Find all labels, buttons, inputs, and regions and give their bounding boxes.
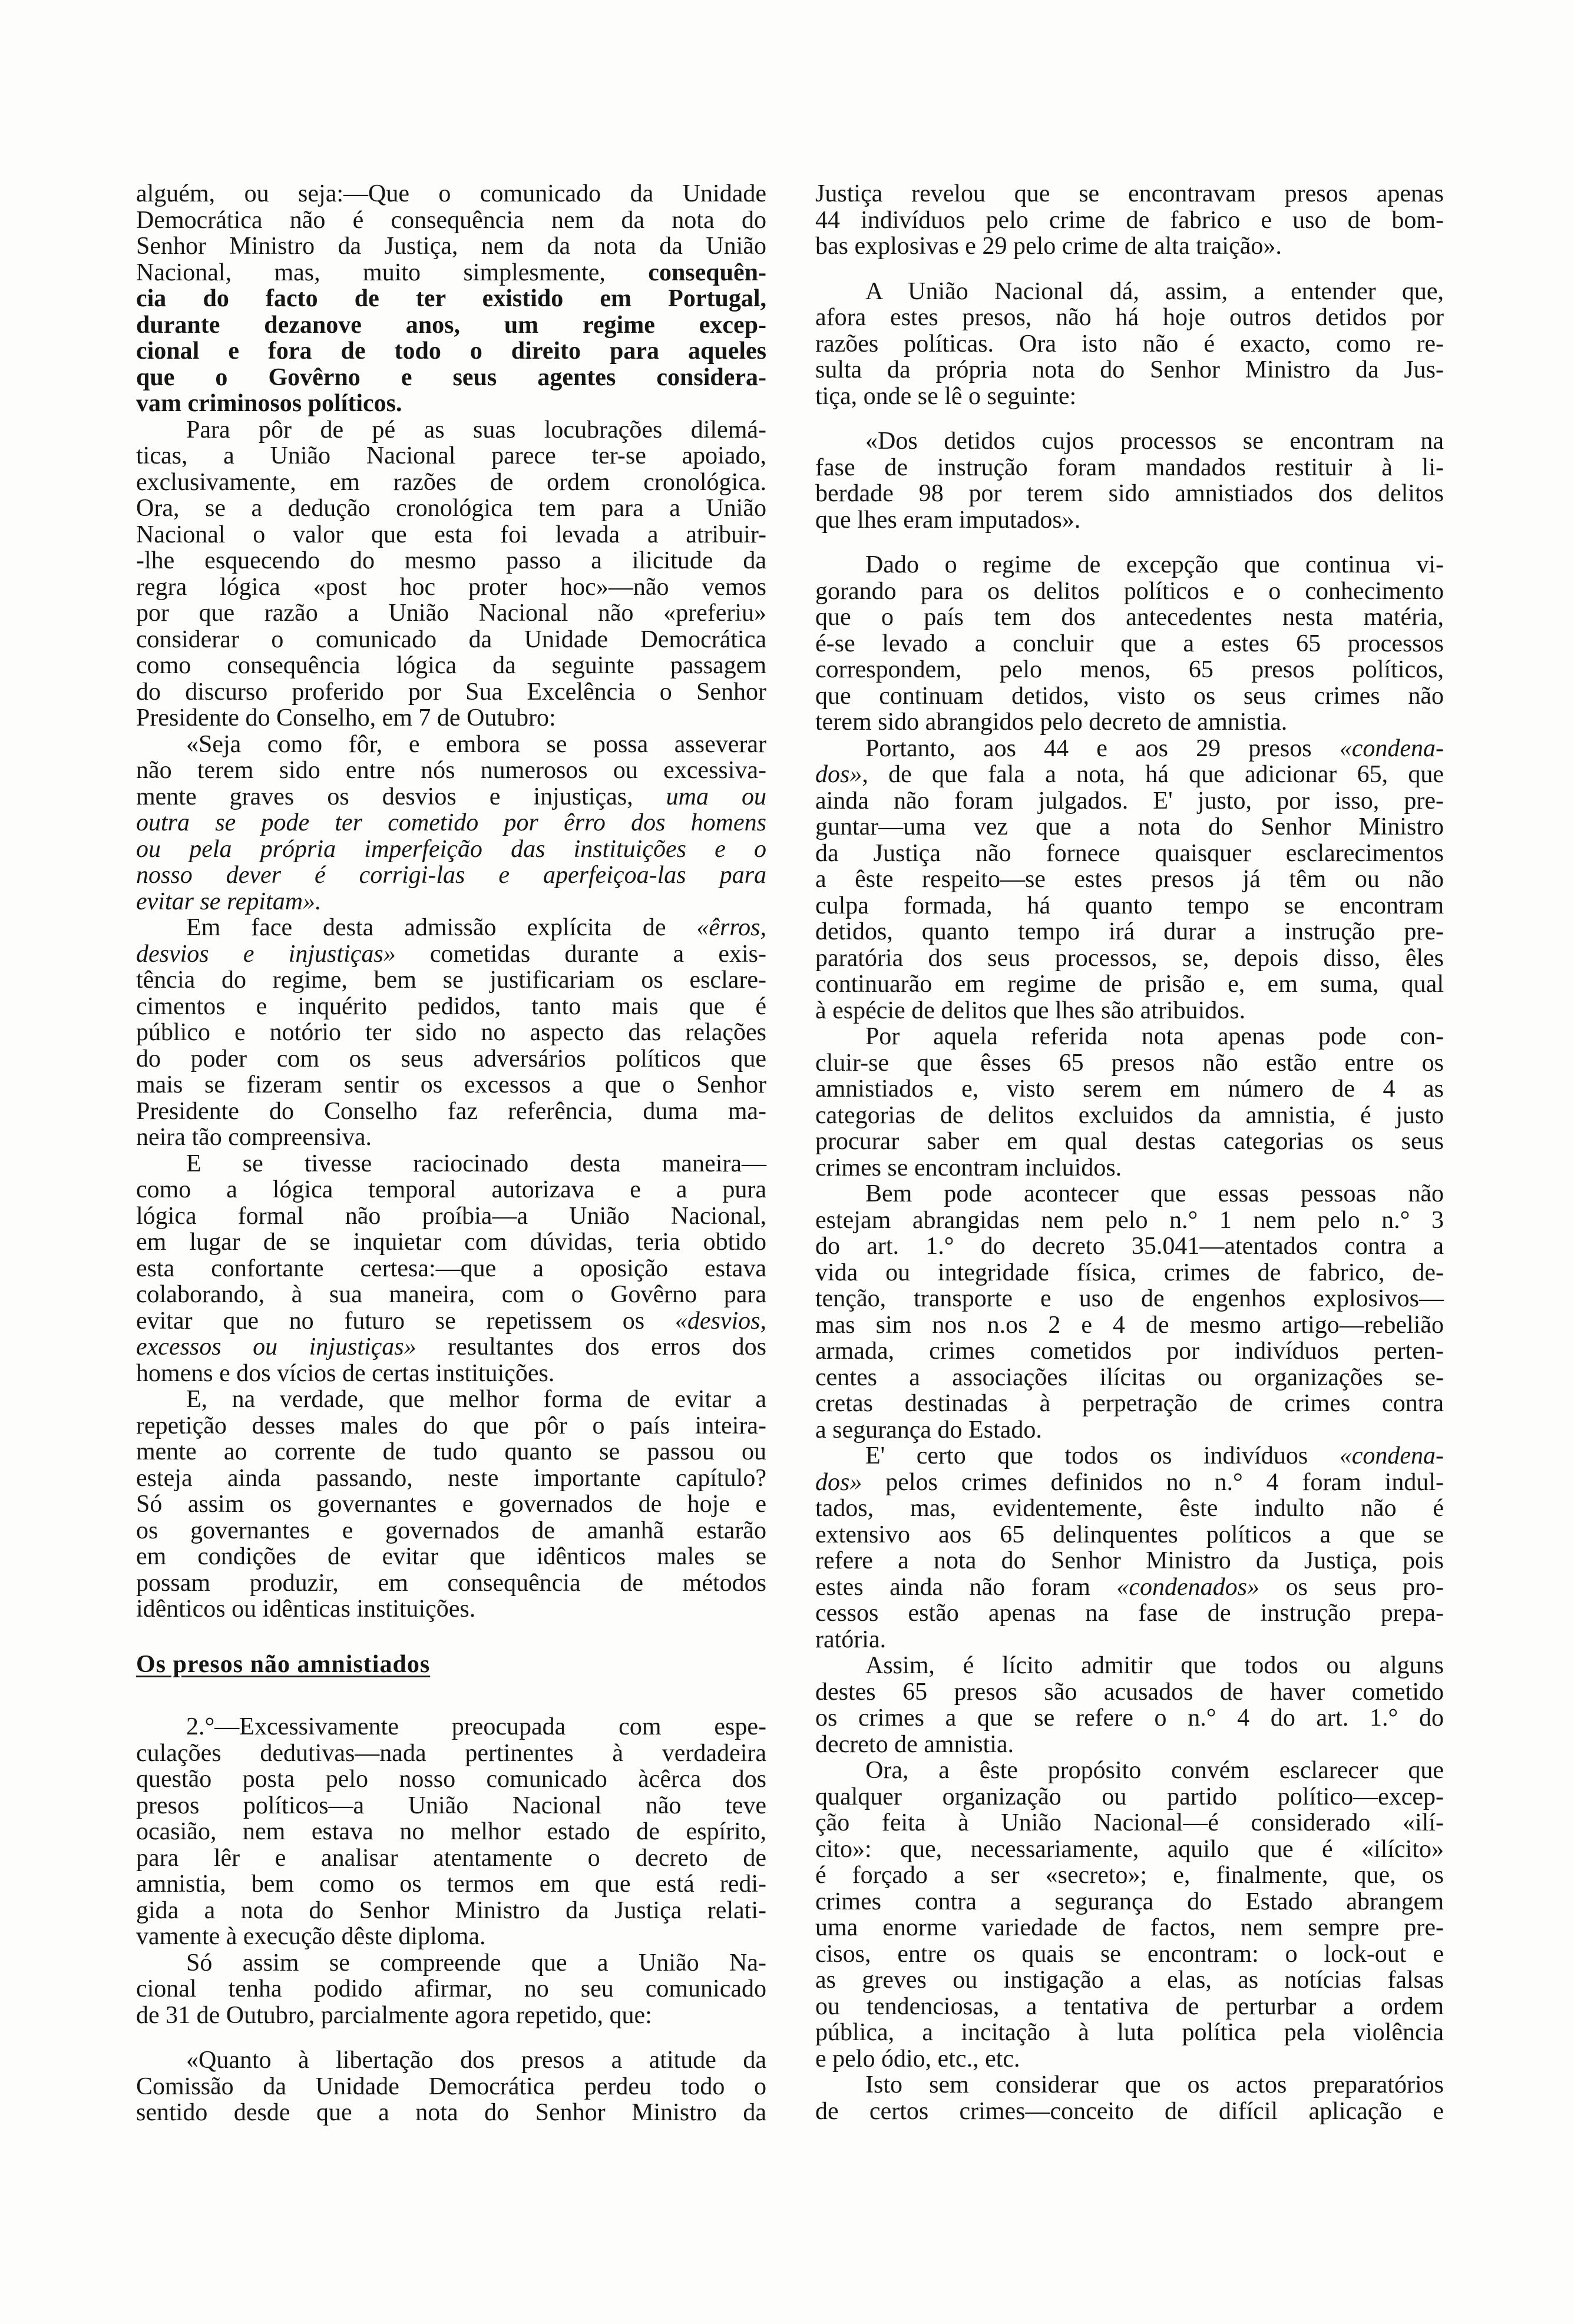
paragraph: [815, 2072, 1444, 2124]
text-line: por que razão a União Nacional não «preferiu»: [136, 600, 766, 627]
block-quote: [136, 2047, 766, 2126]
text-line: [815, 1443, 1444, 1469]
bold-text: cional e fora de todo o direito para aqueles: [136, 337, 766, 365]
paragraph: [815, 1653, 1444, 1757]
paragraph: [136, 1950, 766, 2029]
text-line: Presidente do Conselho, em 7 de Outubro:: [136, 704, 556, 731]
text-line: da Justiça não fornece quaisquer esclarecimentos: [815, 839, 1444, 867]
text-line: cessos estão apenas na fase de instrução prepa-: [815, 1600, 1444, 1627]
text-line: repetição desses males do que pôr o país inteira-: [136, 1412, 766, 1439]
text-line: amnistiados e, visto serem em número de 4 as: [815, 1075, 1444, 1103]
text-line: a segurança do Estado.: [815, 1416, 1042, 1444]
paragraph: [136, 915, 766, 1151]
text-line: [136, 941, 766, 968]
text-line: bas explosivas e 29 pelo crime de alta traição».: [815, 233, 1282, 260]
text-line: «Seja como fôr, e embora se possa asseverar: [186, 730, 766, 758]
text-line: terem sido abrangidos pelo decreto de amnistia.: [815, 709, 1288, 736]
paragraph: [815, 279, 1444, 410]
text-line: continuarão em regime de prisão e, em suma, qual: [815, 971, 1444, 998]
italic-text: dos»: [815, 1468, 862, 1496]
text-line: Presidente do Conselho faz referência, duma ma-: [136, 1097, 766, 1125]
text-run: Nacional, mas, muito simplesmente,: [136, 259, 649, 286]
text-line: Para pôr de pé as suas locubrações dilemá-: [186, 416, 766, 443]
paragraph: [815, 736, 1444, 1024]
text-line: mas sim nos n.os 2 e 4 de mesmo artigo—rebelião: [815, 1311, 1444, 1339]
italic-text: «condena-: [1339, 1442, 1444, 1469]
section-heading: [136, 1651, 766, 1678]
text-line: crimes contra a segurança do Estado abrangem: [815, 1888, 1444, 1915]
paragraph: [815, 1757, 1444, 2072]
text-line: Justiça revelou que se encontravam presos apenas: [815, 180, 1444, 207]
text-line: cito»: que, necessariamente, aquilo que é «ilícito»: [815, 1835, 1444, 1863]
text-line: «Dos detidos cujos processos se encontram na: [865, 428, 1444, 455]
text-line: -lhe esquecendo do mesmo passo a ilicitude da: [136, 547, 766, 574]
text-line: como a lógica temporal autorizava e a pura: [136, 1176, 766, 1203]
left-column: [136, 181, 766, 2145]
text-line: [815, 762, 1444, 788]
text-line: questão posta pelo nosso comunicado àcêrca dos: [136, 1766, 766, 1793]
block-quote: [815, 428, 1444, 533]
text-run: , de que fala a nota, há que adicionar 65, que: [862, 761, 1444, 788]
paragraph: [136, 181, 766, 417]
bold-text: consequên-: [648, 259, 766, 286]
paragraph: [136, 731, 766, 915]
text-line: gida a nota do Senhor Ministro da Justiça relati-: [136, 1896, 766, 1924]
text-line: cretas destinadas à perpetração de crimes contra: [815, 1390, 1444, 1417]
text-line: 44 indivíduos pelo crime de fabrico e uso de bom-: [815, 206, 1444, 234]
paragraph: [136, 417, 766, 731]
text-line: [815, 1469, 1444, 1496]
paragraph: [136, 1714, 766, 1950]
text-run: pelos crimes definidos no n.° 4 foram indul-: [862, 1468, 1444, 1496]
text-line: amnistia, bem como os termos em que está redi-: [136, 1871, 766, 1898]
text-line: A União Nacional dá, assim, a entender que,: [865, 277, 1444, 305]
text-line: fase de instrução foram mandados restituir à li-: [815, 453, 1444, 481]
text-run: resultantes dos erros dos: [416, 1333, 766, 1360]
text-line: decreto de amnistia.: [815, 1730, 1014, 1758]
paragraph: [136, 1151, 766, 1387]
text-line: como consequência lógica da seguinte passagem: [136, 652, 766, 679]
text-line: público e notório ter sido no aspecto das relações: [136, 1019, 766, 1046]
text-line: armada, crimes cometidos por indivíduos perten-: [815, 1338, 1444, 1365]
bold-text: que o Govêrno e seus agentes considera-: [136, 363, 766, 391]
text-run: Portanto, aos 44 e aos 29 presos: [865, 734, 1340, 762]
text-line: idênticos ou idênticas instituições.: [136, 1595, 476, 1623]
text-line: [815, 736, 1444, 762]
text-run: Em face desta admissão explícita de: [186, 914, 697, 941]
text-line: uma enorme variedade de factos, nem sempre pre-: [815, 1914, 1444, 1941]
text-line: colaborando, à sua maneira, com o Govêrno para: [136, 1281, 766, 1308]
text-line: qualquer organização ou partido político—excep-: [815, 1783, 1444, 1810]
text-line: à espécie de delitos que lhes são atribuidos.: [815, 997, 1246, 1024]
text-line: [136, 1334, 766, 1360]
text-line: [815, 1574, 1444, 1601]
text-line: Ora, se a dedução cronológica tem para a União: [136, 495, 766, 522]
text-line: pública, a incitação à luta política pela violência: [815, 2019, 1444, 2046]
text-line: cluir-se que êsses 65 presos não estão entre os: [815, 1049, 1444, 1077]
text-line: razões políticas. Ora isto não é exacto, como re-: [815, 330, 1444, 357]
text-line: não terem sido entre nós numerosos ou excessiva-: [136, 757, 766, 784]
text-line: tência do regime, bem se justificariam os esclare-: [136, 966, 766, 994]
text-line: gorando para os delitos políticos e o conhecimento: [815, 577, 1444, 605]
italic-text: «condenados»: [1116, 1573, 1259, 1601]
text-line: centes a associações ilícitas ou organizações se-: [815, 1363, 1444, 1391]
paragraph: [815, 552, 1444, 736]
text-line: é forçado a ser «secreto»; e, finalmente, que, os: [815, 1862, 1444, 1889]
text-run: evitar que no futuro se repetissem os: [136, 1307, 675, 1335]
text-line: Comissão da Unidade Democrática perdeu todo o: [136, 2073, 766, 2100]
text-line: possam produzir, em consequência de métodos: [136, 1569, 766, 1597]
text-line: E, na verdade, que melhor forma de evitar a: [186, 1386, 766, 1413]
text-line: [136, 390, 766, 417]
text-line: Por aquela referida nota apenas pode con-: [865, 1023, 1444, 1050]
text-line: mente ao corrente de tudo quanto se passou ou: [136, 1438, 766, 1465]
text-line: [136, 312, 766, 339]
text-line: detidos, quanto tempo irá durar a instrução pre-: [815, 918, 1444, 945]
text-line: culpa formada, há quanto tempo se encontram: [815, 892, 1444, 919]
text-line: refere a nota do Senhor Ministro da Justiça, pois: [815, 1547, 1444, 1574]
text-line: [136, 260, 766, 286]
text-line: os crimes a que se refere o n.° 4 do art. 1.° do: [815, 1704, 1444, 1732]
text-line: mais se fizeram sentir os excessos a que o Senhor: [136, 1071, 766, 1098]
text-line: berdade 98 por terem sido amnistiados dos delitos: [815, 480, 1444, 507]
text-line: exclusivamente, em razões de ordem cronológica.: [136, 468, 766, 496]
paragraph: [815, 1181, 1444, 1443]
text-line: que continuam detidos, visto os seus crimes não: [815, 682, 1444, 710]
text-line: guntar—uma vez que a nota do Senhor Ministro: [815, 813, 1444, 840]
text-line: e pelo ódio, etc., etc.: [815, 2045, 1020, 2073]
italic-text: «êrros,: [696, 914, 766, 941]
text-line: sulta da própria nota do Senhor Ministro da Jus-: [815, 356, 1444, 383]
text-run: cometidas durante a exis-: [395, 940, 767, 968]
text-line: Ora, a êste propósito convém esclarecer que: [865, 1757, 1444, 1784]
text-line: crimes se encontram incluidos.: [815, 1154, 1122, 1181]
text-line: paratória dos seus processos, se, depois disso, êles: [815, 944, 1444, 972]
text-line: Isto sem considerar que os actos preparatórios: [865, 2071, 1444, 2098]
italic-text: «desvios,: [674, 1307, 766, 1335]
text-line: em condições de evitar que idênticos males se: [136, 1543, 766, 1570]
bold-text: cia do facto de ter existido em Portugal,: [136, 285, 766, 312]
text-line: a êste respeito—se estes presos já têm ou não: [815, 866, 1444, 893]
italic-text: uma ou: [666, 783, 766, 810]
text-line: regra lógica «post hoc proter hoc»—não vemos: [136, 573, 766, 601]
text-line: é-se levado a concluir que a estes 65 processos: [815, 630, 1444, 657]
italic-text: dos»: [815, 761, 862, 788]
text-line: procurar saber em qual destas categorias os seus: [815, 1128, 1444, 1155]
text-line: lógica formal não proíbia—a União Nacional,: [136, 1202, 766, 1230]
italic-text: ou pela própria imperfeição das instituições e o: [136, 835, 766, 863]
italic-text: desvios e injustiças»: [136, 940, 396, 968]
text-line: ratória.: [815, 1626, 887, 1653]
text-line: correspondem, pelo menos, 65 presos políticos,: [815, 656, 1444, 683]
text-line: tiça, onde se lê o seguinte:: [815, 382, 1077, 410]
paragraph: [136, 1386, 766, 1623]
text-line: [136, 1308, 766, 1335]
text-line: cimentos e inquérito pedidos, tanto mais que é: [136, 992, 766, 1020]
text-line: Democrática não é consequência nem da nota do: [136, 206, 766, 234]
text-line: [136, 365, 766, 391]
text-line: ocasião, nem estava no melhor estado de espírito,: [136, 1818, 766, 1845]
text-line: sentido desde que a nota do Senhor Ministro da: [136, 2099, 766, 2126]
text-line: alguém, ou seja:—Que o comunicado da Unidade: [136, 180, 766, 207]
text-line: Bem pode acontecer que essas pessoas não: [865, 1180, 1444, 1207]
text-line: culações dedutivas—nada pertinentes à verdadeira: [136, 1739, 766, 1767]
text-line: tenção, transporte e uso de engenhos explosivos—: [815, 1285, 1444, 1312]
block-quote: [815, 181, 1444, 260]
text-line: do poder com os seus adversários políticos que: [136, 1045, 766, 1072]
text-line: Dado o regime de excepção que continua vi-: [865, 551, 1444, 578]
text-line: Só assim se compreende que a União Na-: [186, 1949, 766, 1977]
text-line: afora estes presos, não há hoje outros detidos por: [815, 304, 1444, 331]
text-line: de 31 de Outubro, parcialmente agora repetido, que:: [136, 2001, 652, 2029]
text-line: tados, mas, evidentemente, êste indulto não é: [815, 1495, 1444, 1522]
text-line: ou tendenciosas, a tentativa de perturbar a ordem: [815, 1992, 1444, 2020]
text-line: [136, 889, 766, 915]
text-line: que o país tem dos antecedentes nesta matéria,: [815, 604, 1444, 631]
text-line: estejam abrangidas nem pelo n.° 1 nem pelo n.° 3: [815, 1206, 1444, 1234]
text-line: [136, 862, 766, 889]
text-line: ticas, a União Nacional parece ter-se apoiado,: [136, 442, 766, 469]
text-line: [136, 338, 766, 365]
text-line: destes 65 presos são acusados de haver cometido: [815, 1678, 1444, 1706]
text-line: esteja ainda passando, neste importante capítulo?: [136, 1464, 766, 1492]
text-line: de certos crimes—conceito de difícil aplicação e: [815, 2097, 1444, 2125]
text-run: estes ainda não foram: [815, 1573, 1117, 1601]
bold-text: vam criminosos políticos.: [136, 390, 402, 417]
text-run: E' certo que todos os indivíduos: [865, 1442, 1340, 1469]
text-line: extensivo aos 65 delinquentes políticos a que se: [815, 1521, 1444, 1548]
text-line: em lugar de se inquietar com dúvidas, teria obtido: [136, 1229, 766, 1256]
text-line: Nacional o valor que esta foi levada a atribuir-: [136, 521, 766, 548]
text-line: vida ou integridade física, crimes de fabrico, de-: [815, 1259, 1444, 1286]
text-line: categorias de delitos excluidos da amnistia, é justo: [815, 1101, 1444, 1129]
text-line: [136, 915, 766, 941]
text-line: presos políticos—a União Nacional não teve: [136, 1792, 766, 1819]
text-line: homens e dos vícios de certas instituições.: [136, 1359, 555, 1387]
text-line: neira tão compreensiva.: [136, 1124, 372, 1151]
text-line: ainda não foram julgados. E' justo, por isso, pre-: [815, 787, 1444, 815]
section-heading-text: Os presos não amnistiados: [136, 1650, 431, 1678]
text-line: cisos, entre os quais se encontram: o lock-out e: [815, 1940, 1444, 1968]
italic-text: outra se pode ter cometido por êrro dos homens: [136, 809, 766, 836]
text-run: mente graves os desvios e injustiças,: [136, 783, 666, 810]
text-line: Assim, é lícito admitir que todos ou alguns: [865, 1652, 1444, 1679]
text-line: vamente à execução dêste diploma.: [136, 1923, 486, 1950]
text-line: [136, 810, 766, 836]
text-run: os seus pro-: [1259, 1573, 1444, 1601]
text-line: os governantes e governados de amanhã estarão: [136, 1517, 766, 1544]
text-line: as greves ou instigação a elas, as notícias falsas: [815, 1967, 1444, 1994]
text-line: [136, 286, 766, 312]
right-column: [815, 181, 1444, 2124]
text-line: [136, 836, 766, 863]
text-line: do discurso proferido por Sua Excelência o Senhor: [136, 678, 766, 706]
text-line: ção feita à União Nacional—é considerado «ilí-: [815, 1809, 1444, 1836]
italic-text: «condena-: [1339, 734, 1444, 762]
paragraph: [815, 1443, 1444, 1653]
text-line: 2.°—Excessivamente preocupada com espe-: [186, 1713, 766, 1740]
text-line: [136, 784, 766, 810]
text-line: E se tivesse raciocinado desta maneira—: [186, 1150, 766, 1177]
italic-text: evitar se repitam».: [136, 888, 322, 915]
paragraph: [815, 1024, 1444, 1181]
text-line: para lêr e analisar atentamente o decreto de: [136, 1844, 766, 1872]
text-line: «Quanto à libertação dos presos a atitude da: [186, 2047, 766, 2074]
italic-text: excessos ou injustiças»: [136, 1333, 416, 1360]
text-line: cional tenha podido afirmar, no seu comunicado: [136, 1975, 766, 2002]
text-line: Senhor Ministro da Justiça, nem da nota da União: [136, 233, 766, 260]
text-line: esta confortante certesa:—que a oposição estava: [136, 1254, 766, 1282]
text-line: considerar o comunicado da Unidade Democrática: [136, 625, 766, 653]
text-line: do art. 1.° do decreto 35.041—atentados contra a: [815, 1233, 1444, 1260]
text-line: que lhes eram imputados».: [815, 506, 1081, 534]
text-line: Só assim os governantes e governados de hoje e: [136, 1491, 766, 1518]
italic-text: nosso dever é corrigi-las e aperfeiçoa-las para: [136, 862, 766, 889]
bold-text: durante dezanove anos, um regime excep-: [136, 311, 766, 339]
